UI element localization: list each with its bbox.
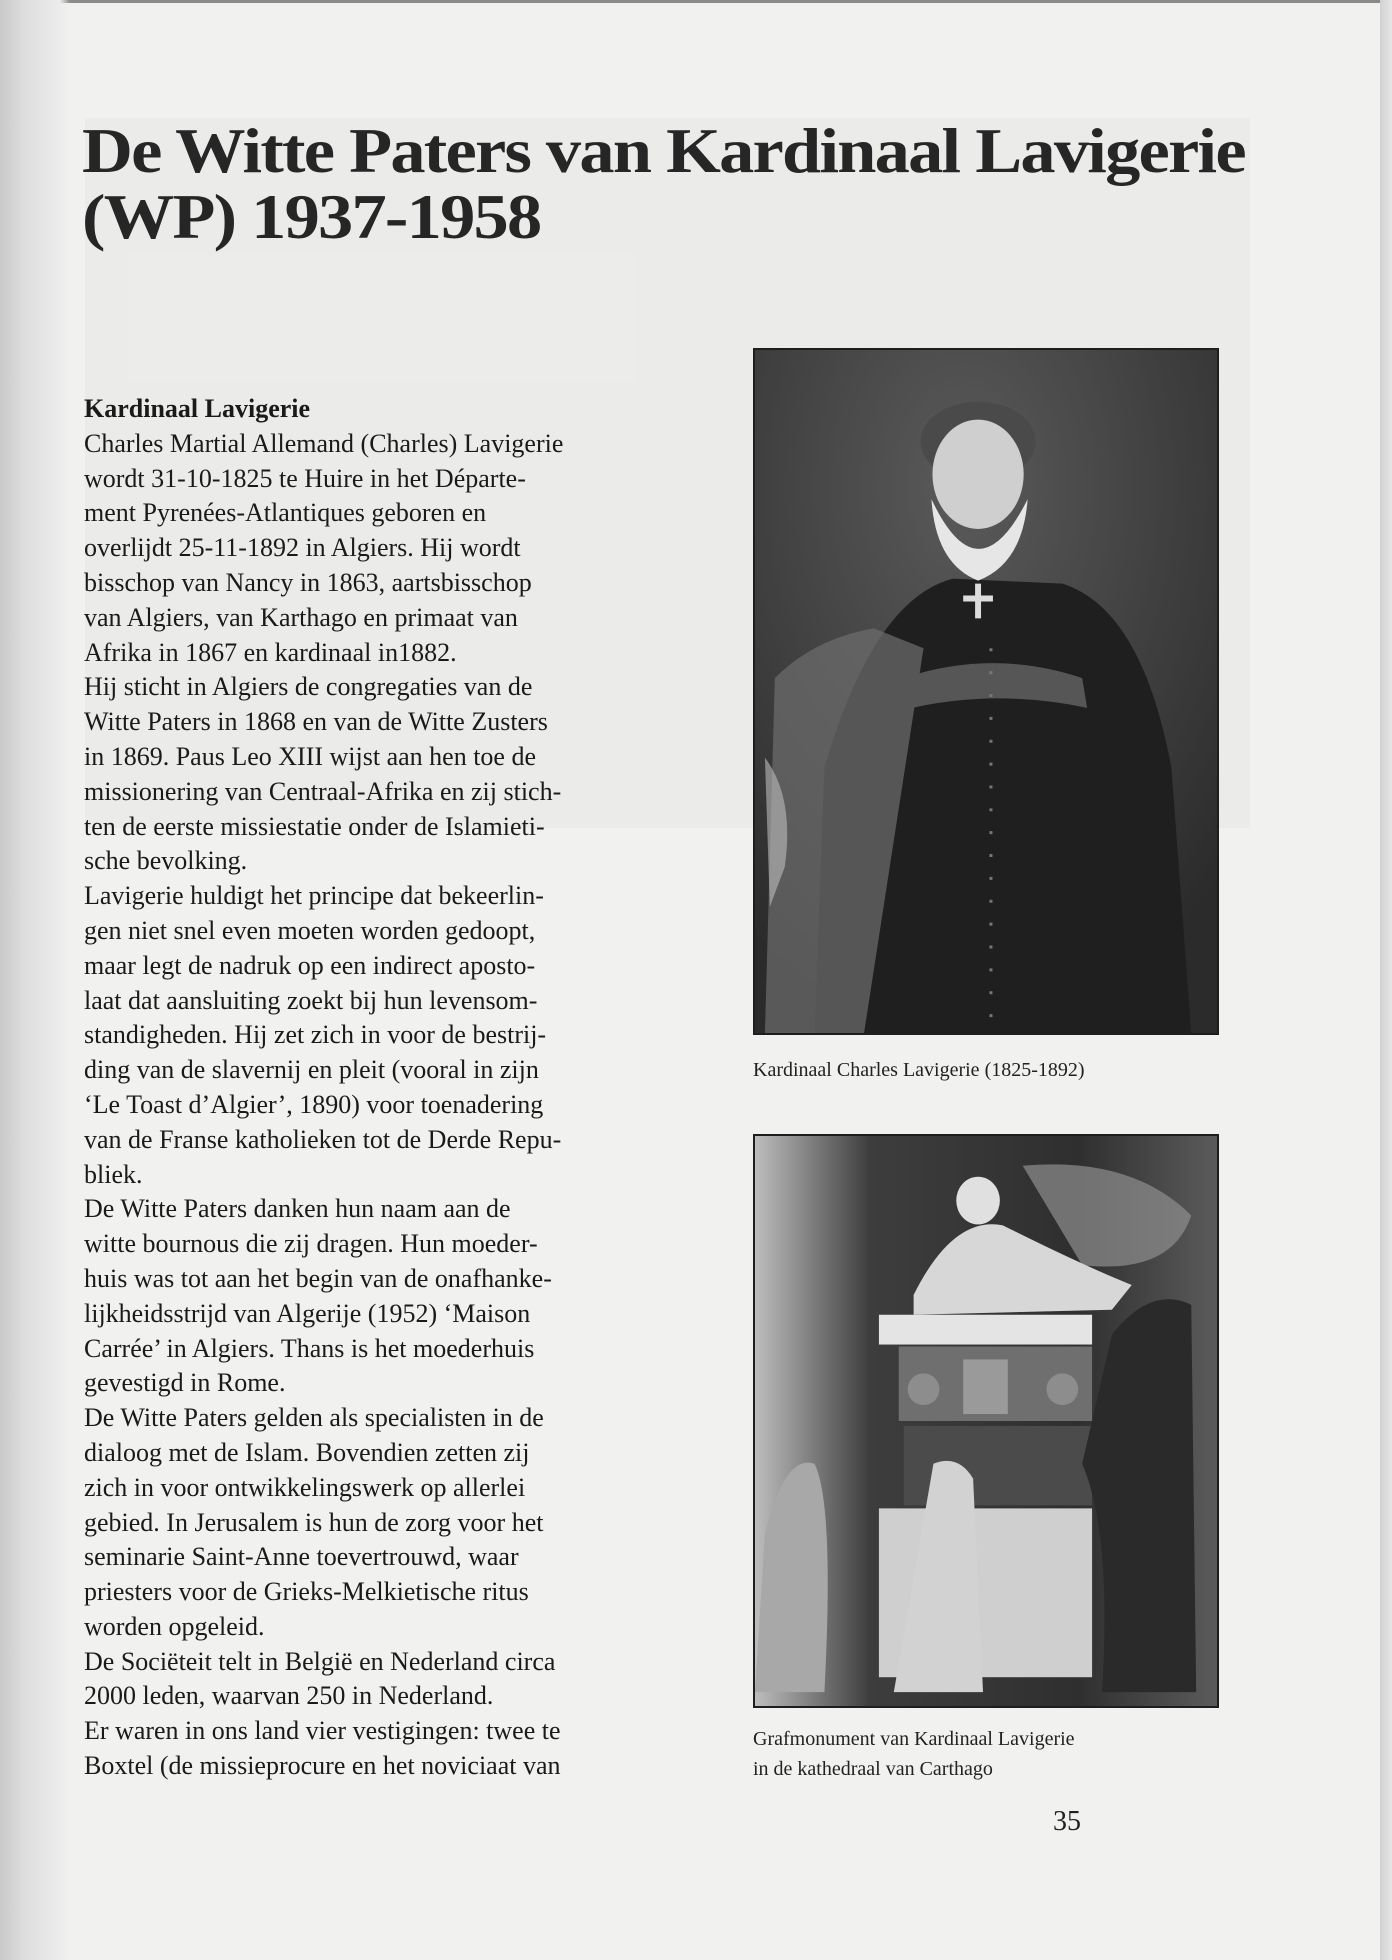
- portrait-photo: [753, 348, 1219, 1035]
- body-text-line: Carrée’ in Algiers. Thans is het moederhuis: [84, 1333, 535, 1363]
- body-text-line: ding van de slavernij en pleit (vooral in zijn: [84, 1055, 539, 1085]
- body-text-line: overlijdt 25-11-1892 in Algiers. Hij wordt: [84, 533, 521, 563]
- body-text-line: gevestigd in Rome.: [84, 1368, 286, 1398]
- body-text-line: huis was tot aan het begin van de onafhanke-: [84, 1263, 552, 1293]
- body-text-line: zich in voor ontwikkelingswerk op allerlei: [84, 1472, 526, 1502]
- page-edge: [1380, 0, 1392, 1960]
- body-text-line: ment Pyrenées-Atlantiques geboren en: [84, 498, 487, 528]
- body-text-line: gebied. In Jerusalem is hun de zorg voor het: [84, 1507, 544, 1537]
- monument-caption: [753, 1724, 1075, 1784]
- caption-line: Grafmonument van Kardinaal Lavigerie: [753, 1728, 1075, 1750]
- body-text-line: De Witte Paters gelden als specialisten in de: [84, 1403, 544, 1433]
- body-column: [84, 392, 684, 1784]
- body-text-line: ‘Le Toast d’Algier’, 1890) voor toenadering: [84, 1089, 544, 1119]
- tomb-monument-image: [755, 1136, 1217, 1706]
- body-text-line: standigheden. Hij zet zich in voor de bestrij-: [84, 1020, 547, 1050]
- body-text-line: De Witte Paters danken hun naam aan de: [84, 1194, 511, 1224]
- body-text-line: Er waren in ons land vier vestigingen: twee te: [84, 1716, 561, 1746]
- page-title: [82, 115, 1245, 252]
- body-text-line: 2000 leden, waarvan 250 in Nederland.: [84, 1681, 494, 1711]
- portrait-caption: [753, 1055, 1085, 1085]
- body-text-line: van de Franse katholieken tot de Derde Repu-: [84, 1124, 562, 1154]
- body-text-line: Afrika in 1867 en kardinaal in1882.: [84, 637, 457, 667]
- body-text-line: wordt 31-10-1825 te Huire in het Départe-: [84, 463, 526, 493]
- body-text-line: worden opgeleid.: [84, 1611, 265, 1641]
- section-heading: Kardinaal Lavigerie: [84, 394, 311, 423]
- cardinal-portrait-image: [755, 350, 1217, 1033]
- scan-top-edge: [0, 0, 1392, 3]
- body-text-line: maar legt de nadruk op een indirect aposto-: [84, 950, 536, 980]
- scan-binding-shadow: [0, 0, 70, 1960]
- body-text-line: van Algiers, van Karthago en primaat van: [84, 602, 518, 632]
- body-text-line: Lavigerie huldigt het principe dat bekeerlin-: [84, 881, 544, 911]
- body-text-line: Charles Martial Allemand (Charles) Lavigerie: [84, 428, 564, 458]
- body-text-line: missionering van Centraal-Afrika en zij stich-: [84, 776, 562, 806]
- body-text-line: sche bevolking.: [84, 846, 248, 876]
- body-text-line: Hij sticht in Algiers de congregaties van de: [84, 672, 533, 702]
- body-text-line: Boxtel (de missieprocure en het noviciaat van: [84, 1751, 561, 1781]
- body-text-line: ten de eerste missiestatie onder de Islamieti-: [84, 811, 545, 841]
- body-text-line: laat dat aansluiting zoekt bij hun levensom-: [84, 985, 538, 1015]
- body-text-line: Witte Paters in 1868 en van de Witte Zusters: [84, 707, 548, 737]
- body-text-line: witte bournous die zij dragen. Hun moeder-: [84, 1229, 538, 1259]
- page-number: 35: [1053, 1806, 1081, 1837]
- caption-line: in de kathedraal van Carthago: [753, 1758, 993, 1780]
- body-text-line: in 1869. Paus Leo XIII wijst aan hen toe de: [84, 741, 537, 771]
- caption-line: Kardinaal Charles Lavigerie (1825-1892): [753, 1059, 1085, 1081]
- title-line-2: (WP) 1937-1958: [82, 181, 541, 252]
- body-text-line: De Sociëteit telt in België en Nederland circa: [84, 1646, 556, 1676]
- title-line-1: De Witte Paters van Kardinaal Lavigerie: [82, 115, 1245, 186]
- body-text-line: lijkheidsstrijd van Algerije (1952) ‘Maison: [84, 1298, 531, 1328]
- body-text-line: dialoog met de Islam. Bovendien zetten zij: [84, 1437, 530, 1467]
- body-text-line: bliek.: [84, 1159, 143, 1189]
- body-text-line: seminarie Saint-Anne toevertrouwd, waar: [84, 1542, 519, 1572]
- monument-photo: [753, 1134, 1219, 1708]
- body-text-line: priesters voor de Grieks-Melkietische ritus: [84, 1577, 529, 1607]
- body-text-line: gen niet snel even moeten worden gedoopt,: [84, 915, 536, 945]
- body-text-line: bisschop van Nancy in 1863, aartsbisschop: [84, 567, 532, 597]
